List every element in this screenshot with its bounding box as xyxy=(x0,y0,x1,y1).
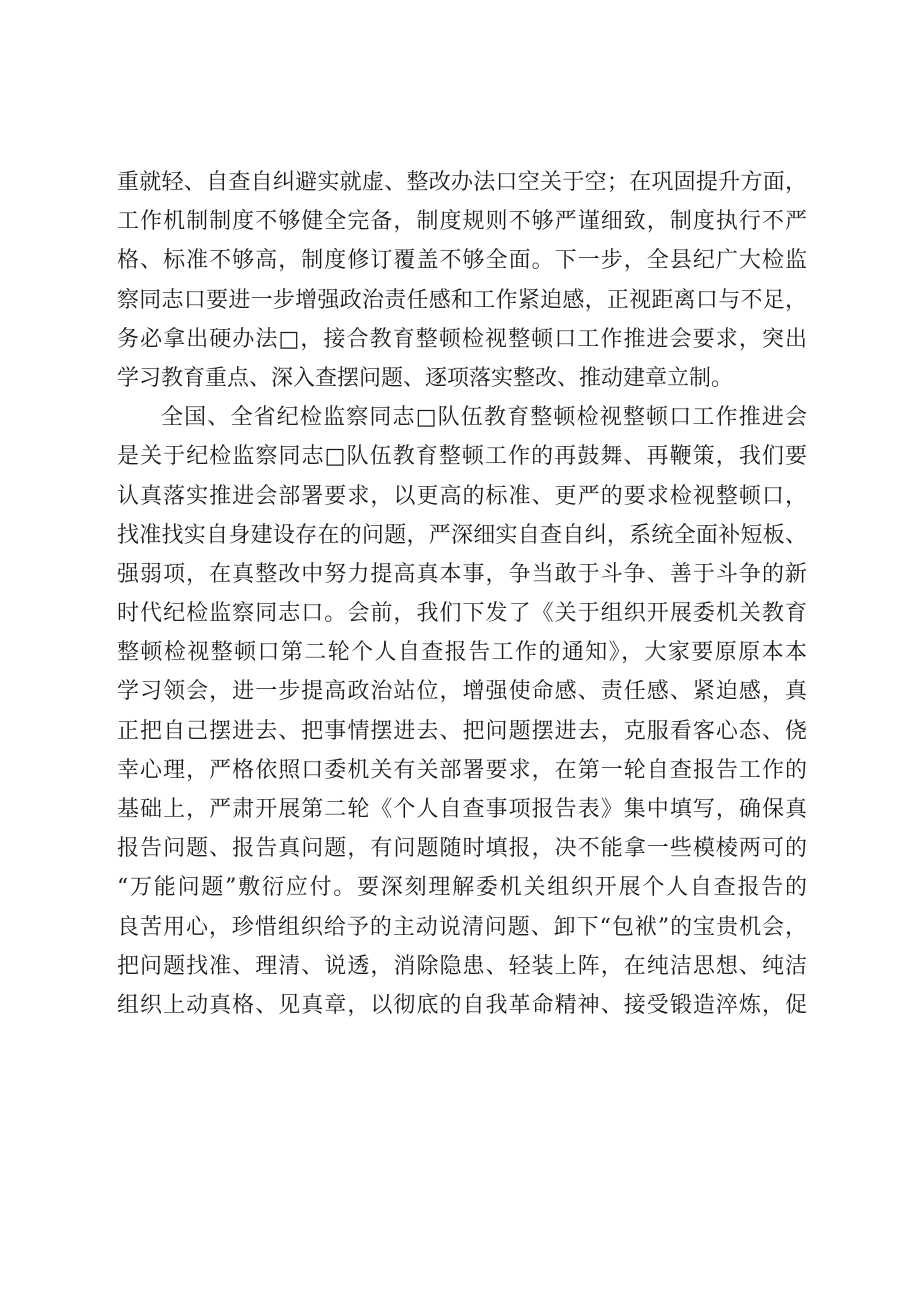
text-line: 整顿检视整顿口第二轮个人自查报告工作的通知》，大家要原原本本 xyxy=(117,640,807,666)
text-line: 良苦用心，珍惜组织给予的主动说清问题、卸下“包袱”的宝贵机会， xyxy=(117,914,807,940)
text-line: 幸心理，严格依照口委机关有关部署要求，在第一轮自查报告工作的 xyxy=(117,757,807,783)
text-line: 基础上，严肃开展第二轮《个人自查事项报告表》集中填写，确保真 xyxy=(117,797,807,822)
text-line: 找准找实自身建设存在的问题，严深细实自查自纠，系统全面补短板、 xyxy=(117,522,807,548)
text-line: 学习领会，进一步提高政治站位，增强使命感、责任感、紧迫感，真 xyxy=(117,679,807,705)
text-line: 重就轻、自查自纠避实就虚、整改办法口空关于空；在巩固提升方面， xyxy=(117,170,807,195)
text-line: 报告问题、报告真问题，有问题随时填报，决不能拿一些模棱两可的 xyxy=(117,836,807,862)
body-text xyxy=(117,163,807,1025)
text-line: 务必拿出硬办法□，接合教育整顿检视整顿口工作推进会要求，突出 xyxy=(117,326,807,352)
text-line: 学习教育重点、深入查摆问题、逐项落实整改、推动建章立制。 xyxy=(117,365,734,391)
text-line: 组织上动真格、见真章，以彻底的自我革命精神、接受锻造淬炼，促 xyxy=(117,992,807,1018)
text-line: 全国、全省纪检监察同志□队伍教育整顿检视整顿口工作推进会 xyxy=(161,405,807,431)
text-line: 强弱项，在真整改中努力提高真本事，争当敢于斗争、善于斗争的新 xyxy=(117,561,807,587)
text-line: 格、标准不够高，制度修订覆盖不够全面。下一步，全县纪广大检监 xyxy=(117,248,807,274)
text-line: 正把自己摆进去、把事情摆进去、把问题摆进去，克服看客心态、侥 xyxy=(117,718,807,744)
text-line: 时代纪检监察同志口。会前，我们下发了《关于组织开展委机关教育 xyxy=(117,601,807,627)
text-line: 认真落实推进会部署要求，以更高的标准、更严的要求检视整顿口， xyxy=(117,483,807,509)
text-line: 把问题找准、理清、说透，消除隐患、轻装上阵，在纯洁思想、纯洁 xyxy=(117,953,807,979)
text-line: 工作机制制度不够健全完备，制度规则不够严谨细致，制度执行不严 xyxy=(117,209,807,235)
text-line: “万能问题”敷衍应付。要深刻理解委机关组织开展个人自查报告的 xyxy=(117,875,807,901)
paragraph-1 xyxy=(117,163,807,398)
paragraph-2 xyxy=(117,398,807,1025)
text-line: 是关于纪检监察同志□队伍教育整顿工作的再鼓舞、再鞭策，我们要 xyxy=(117,444,807,470)
text-line: 察同志口要进一步增强政治责任感和工作紧迫感，正视距离口与不足， xyxy=(117,287,807,313)
